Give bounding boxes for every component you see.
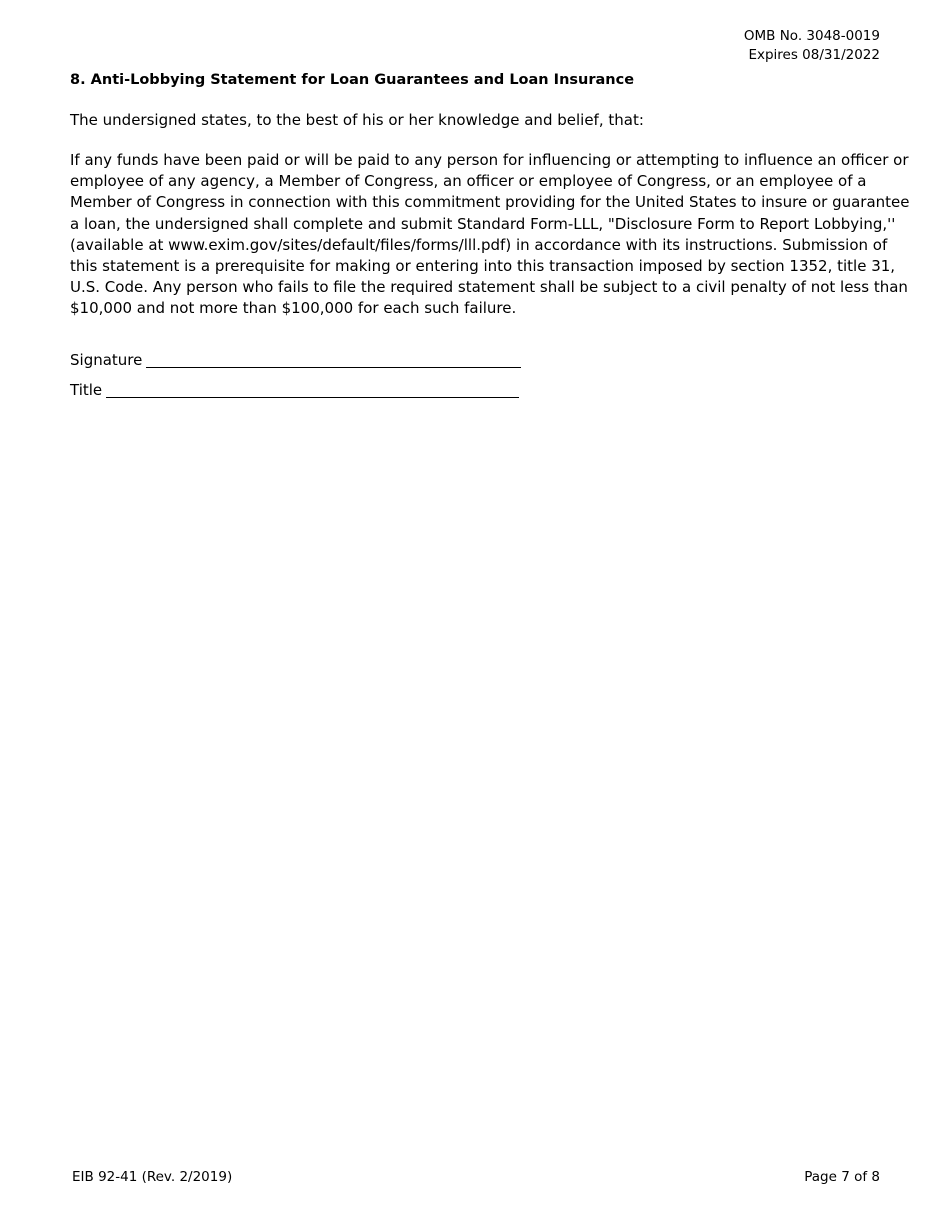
statement-line: U.S. Code. Any person who fails to file the required statement shall be subject to a civil penalty of not less than [70, 278, 908, 297]
statement-line: (available at www.exim.gov/sites/default/files/forms/lll.pdf) in accordance with its instructions. Submission of [70, 235, 888, 254]
title-label: Title [70, 381, 103, 399]
omb-number: OMB No. 3048-0019 [743, 28, 880, 44]
page-number: Page 7 of 8 [804, 1169, 880, 1185]
section-heading: 8. Anti-Lobbying Statement for Loan Guarantees and Loan Insurance [70, 72, 635, 88]
statement-line: $10,000 and not more than $100,000 for each such failure. [70, 299, 517, 318]
omb-block [744, 27, 880, 65]
statement-line: Member of Congress in connection with this commitment providing for the United States to insure or guarantee [70, 193, 910, 212]
title-field[interactable] [106, 381, 519, 398]
signature-field[interactable] [146, 351, 521, 368]
signature-row [70, 350, 521, 370]
statement-paragraph [70, 150, 910, 320]
intro-text: The undersigned states, to the best of his or her knowledge and belief, that: [70, 111, 644, 129]
form-id: EIB 92-41 (Rev. 2/2019) [72, 1169, 233, 1185]
signature-label: Signature [70, 351, 143, 369]
omb-expiration: Expires 08/31/2022 [748, 47, 880, 63]
statement-line: If any funds have been paid or will be paid to any person for influencing or attempting to influence an officer or [70, 151, 909, 169]
statement-line: employee of any agency, a Member of Congress, an officer or employee of Congress, or an employee of a [70, 172, 867, 191]
statement-line: this statement is a prerequisite for making or entering into this transaction imposed by section 1352, title 31, [70, 257, 896, 276]
statement-line: a loan, the undersigned shall complete and submit Standard Form-LLL, "Disclosure Form to Report Lobbying,'' [70, 214, 896, 233]
title-row [70, 380, 519, 400]
